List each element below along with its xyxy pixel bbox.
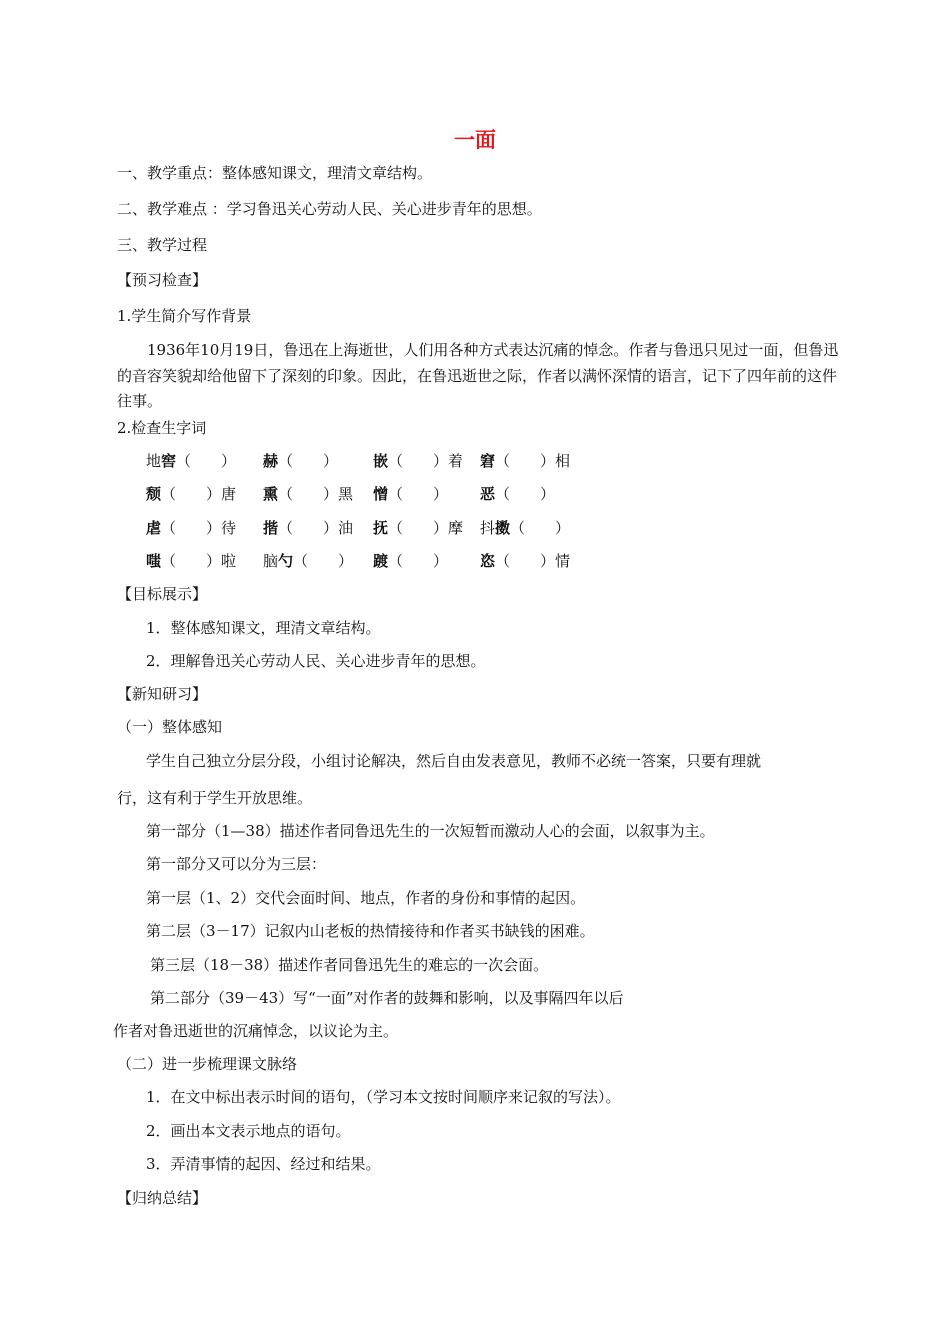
vocab-item	[146, 450, 236, 472]
layer-item: 第三层（18－38）描述作者同鲁迅先生的难忘的一次会面。	[150, 956, 549, 974]
vocab-char: 颓	[146, 485, 162, 503]
vocab-char: 熏	[263, 485, 279, 503]
vocab-blank: （ ）黑	[278, 485, 354, 503]
vocab-item	[373, 450, 463, 472]
part-one-layers: 第一部分又可以分为三层：	[146, 855, 327, 873]
vocab-item	[480, 483, 555, 505]
teaching-difficulty: 二、教学难点 ：学习鲁迅关心劳动人民、关心进步青年的思想。	[117, 200, 542, 218]
vocab-blank: （ ）情	[495, 552, 571, 570]
vocab-blank: （ ）相	[495, 452, 571, 470]
vocab-prefix: 抖	[480, 519, 496, 537]
section-preview: 【预习检查】	[117, 271, 208, 289]
vocab-blank: （ ）油	[278, 519, 354, 537]
vocab-blank: （ ）	[388, 485, 449, 503]
vocab-item	[373, 517, 463, 539]
vocab-item	[480, 517, 570, 539]
vocab-char: 虐	[146, 519, 162, 537]
teaching-focus: 一、教学重点：整体感知课文，理清文章结构。	[117, 164, 433, 182]
task-item: 2．画出本文表示地点的语句。	[146, 1122, 351, 1140]
vocab-item	[146, 550, 236, 572]
vocab-blank: （ ）啦	[161, 552, 237, 570]
vocab-item	[480, 550, 570, 572]
vocab-heading: 2.检查生字词	[117, 419, 207, 437]
vocab-blank: （ ）	[278, 452, 339, 470]
teaching-process: 三、教学过程	[117, 236, 208, 254]
vocab-char: 揩	[263, 519, 279, 537]
section-new-knowledge: 【新知研习】	[117, 685, 208, 703]
vocab-prefix: 地	[146, 452, 162, 470]
vocab-char: 窘	[480, 452, 496, 470]
vocab-item	[146, 517, 236, 539]
part-two: 作者对鲁迅逝世的沉痛悼念，以议论为主。	[113, 1022, 399, 1040]
section-summary: 【归纳总结】	[117, 1189, 208, 1207]
vocab-blank: （ ）	[510, 519, 571, 537]
task-item: 3．弄清事情的起因、经过和结果。	[146, 1155, 381, 1173]
vocab-item	[373, 550, 448, 572]
vocab-blank: （ ）	[293, 552, 354, 570]
vocab-item	[263, 450, 338, 472]
vocab-blank: （ ）摩	[388, 519, 464, 537]
vocab-item	[263, 517, 353, 539]
vocab-char: 恣	[480, 552, 496, 570]
vocab-char: 恶	[480, 485, 496, 503]
vocab-prefix: 脑	[263, 552, 279, 570]
vocab-blank: （ ）唐	[161, 485, 237, 503]
vocab-char: 憎	[373, 485, 389, 503]
page-title: 一面	[454, 128, 496, 152]
vocab-blank: （ ）	[176, 452, 237, 470]
layer-item: 第一层（1、2）交代会面时间、地点，作者的身份和事情的起因。	[146, 889, 586, 907]
overall-text: 学生自己独立分层分段，小组讨论解决，然后自由发表意见，教师不必统一答案，只要有理就	[146, 752, 762, 770]
vocab-blank: （ ）	[388, 552, 449, 570]
task-item: 1．在文中标出表示时间的语句，（学习本文按时间顺序来记叙的写法）。	[146, 1088, 621, 1106]
part-two: 第二部分（39－43）写“一面”对作者的鼓舞和影响，以及事隔四年以后	[150, 989, 624, 1007]
vocab-item	[146, 483, 236, 505]
vocab-char: 踱	[373, 552, 389, 570]
vocab-char: 窖	[161, 452, 177, 470]
goal-item: 2．理解鲁迅关心劳动人民、关心进步青年的思想。	[146, 652, 486, 670]
background-heading: 1.学生简介写作背景	[117, 307, 252, 325]
background-paragraph: 1936年10月19日，鲁迅在上海逝世，人们用各种方式表达沉痛的悼念。作者与鲁迅只见过一面，但鲁迅的音容笑貌却给他留下了深刻的印象。因此，在鲁迅逝世之际，作者以满怀深情的语言，记下了四年前的这件往事。	[117, 341, 839, 410]
vocab-blank: （ ）着	[388, 452, 464, 470]
vocab-item	[480, 450, 570, 472]
vocab-item	[263, 483, 353, 505]
vocab-char: 嵌	[373, 452, 389, 470]
vocab-char: 抚	[373, 519, 389, 537]
vocab-char: 勺	[278, 552, 294, 570]
vocab-blank: （ ）	[495, 485, 556, 503]
vocab-item	[373, 483, 448, 505]
vocab-item	[263, 550, 353, 572]
overall-text: 行，这有利于学生开放思维。	[117, 789, 313, 807]
subsection-further: （二）进一步梳理课文脉络	[117, 1055, 298, 1073]
vocab-blank: （ ）待	[161, 519, 237, 537]
vocab-char: 擞	[495, 519, 511, 537]
vocab-char: 赫	[263, 452, 279, 470]
subsection-overall: （一）整体感知	[117, 718, 223, 736]
section-goals: 【目标展示】	[117, 585, 208, 603]
layer-item: 第二层（3－17）记叙内山老板的热情接待和作者买书缺钱的困难。	[146, 922, 595, 940]
part-one: 第一部分（1—38）描述作者同鲁迅先生的一次短暂而激动人心的会面，以叙事为主。	[146, 822, 715, 840]
vocab-char: 嗤	[146, 552, 162, 570]
goal-item: 1．整体感知课文，理清文章结构。	[146, 619, 381, 637]
